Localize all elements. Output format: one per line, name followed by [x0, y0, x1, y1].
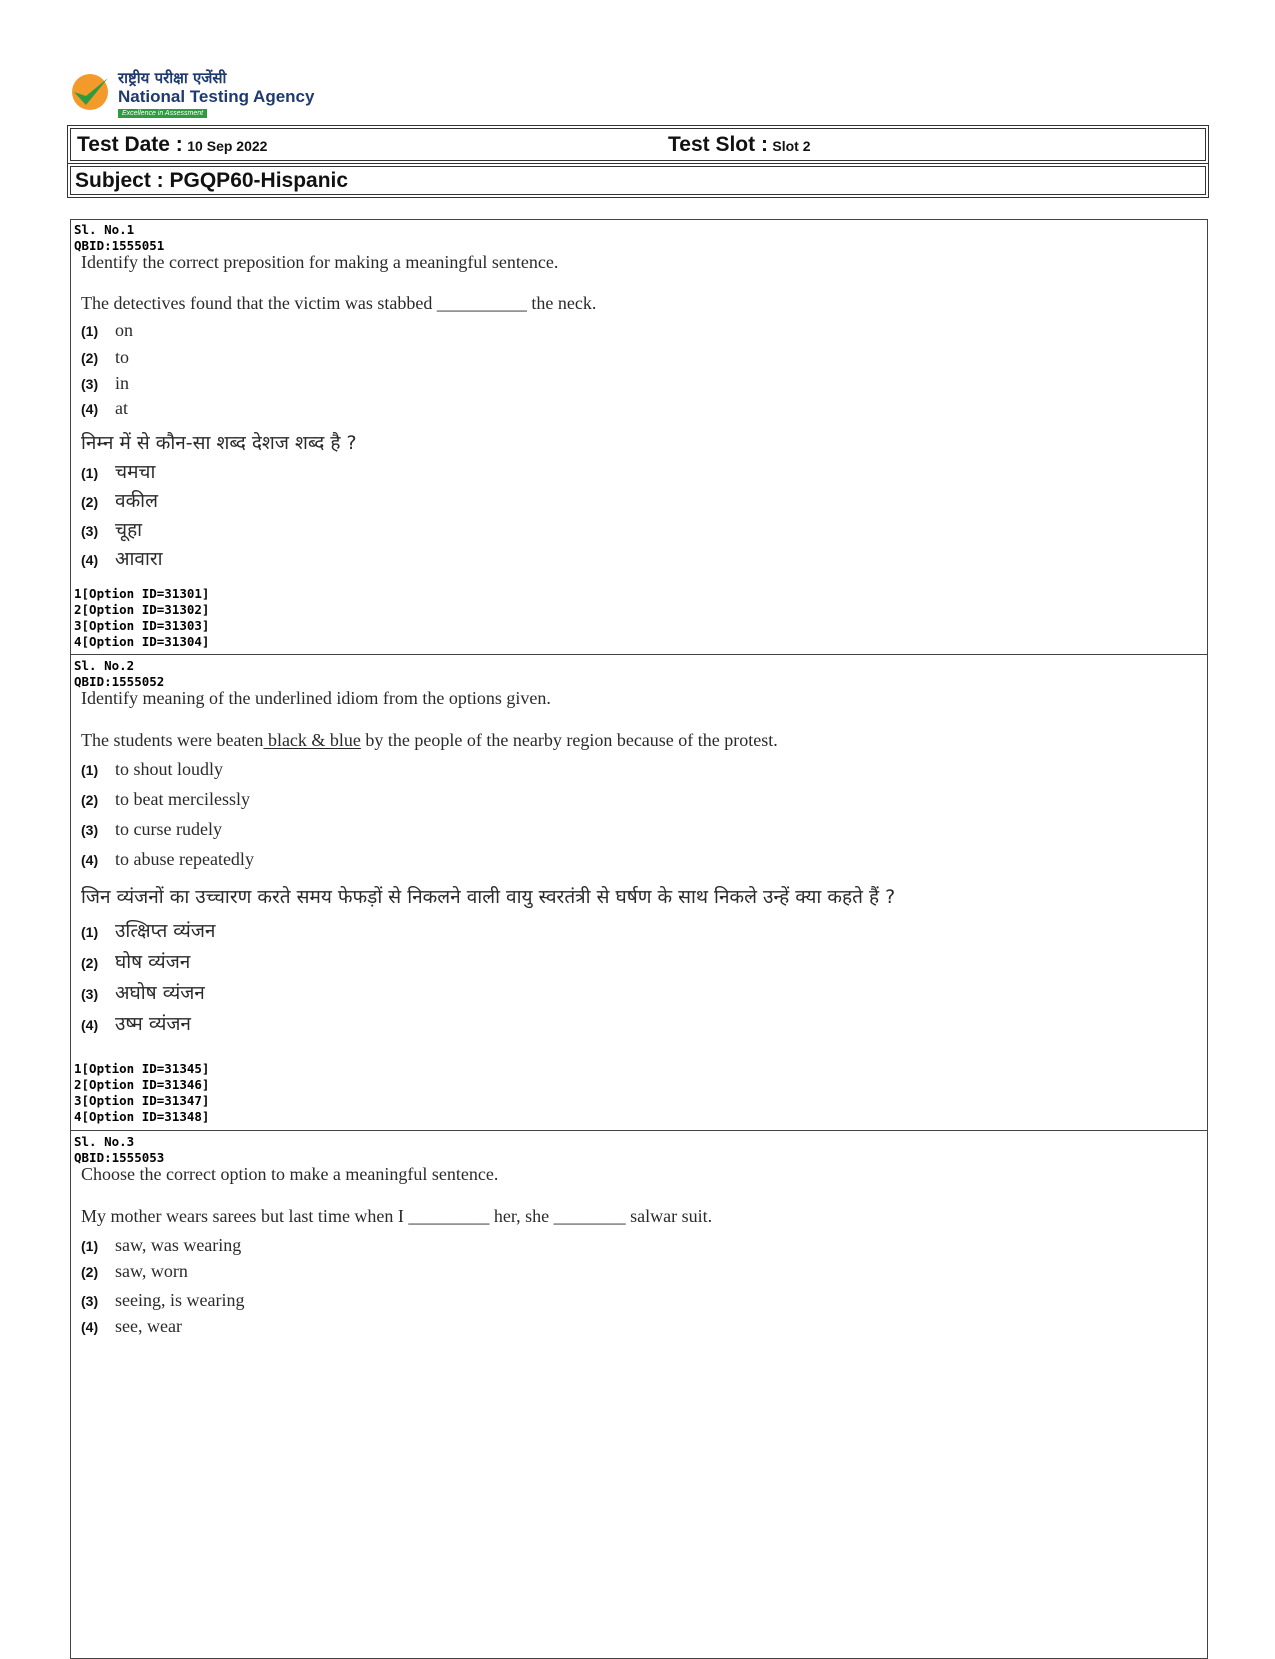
question-instruction: Choose the correct option to make a meaningful sentence. [81, 1164, 499, 1184]
question-sentence [81, 730, 778, 751]
option-text: चूहा [115, 519, 143, 541]
option-id: 3[Option ID=31347] [74, 1093, 210, 1108]
subject-title: Subject : PGQP60-Hispanic [75, 169, 349, 192]
option-number: (1) [81, 1238, 99, 1254]
question-2 [71, 654, 1207, 1131]
test-slot-label: Test Slot : [668, 133, 768, 156]
option-number: (4) [81, 1017, 99, 1033]
option-number: (2) [81, 955, 99, 971]
qbid: QBID:1555052 [74, 674, 165, 689]
option-text: आवारा [115, 548, 163, 570]
option-number: (3) [81, 523, 99, 539]
option-text: उत्क्षिप्त व्यंजन [115, 920, 216, 942]
option-text: घोष व्यंजन [115, 951, 191, 973]
qbid: QBID:1555053 [74, 1150, 165, 1165]
option-3 [81, 819, 222, 840]
question-instruction: Identify the correct preposition for making a meaningful sentence. [81, 252, 559, 272]
option-text: saw, worn [115, 1261, 188, 1281]
option-text: saw, was wearing [115, 1235, 242, 1255]
option-number: (3) [81, 1293, 99, 1309]
sentence-end: by the people of the nearby region because of the protest. [360, 730, 778, 750]
option-number: (3) [81, 376, 99, 392]
option-number: (3) [81, 986, 99, 1002]
option-number: (2) [81, 350, 99, 366]
hindi-option-3 [81, 516, 142, 542]
option-text: at [115, 398, 128, 418]
logo-hindi-text: राष्ट्रीय परीक्षा एजेंसी [118, 69, 227, 87]
qbid: QBID:1555051 [74, 238, 165, 253]
option-number: (4) [81, 852, 99, 868]
option-id: 4[Option ID=31348] [74, 1109, 210, 1124]
option-text: see, wear [115, 1316, 182, 1336]
option-number: (1) [81, 924, 99, 940]
question-meta [74, 1134, 164, 1166]
question-meta [74, 222, 164, 254]
sl-no: Sl. No.2 [74, 658, 135, 673]
hindi-question: निम्न में से कौन-सा शब्द देशज शब्द है ? [81, 432, 357, 454]
option-number: (2) [81, 1264, 99, 1280]
question-1 [71, 220, 1207, 654]
option-4 [81, 1316, 182, 1337]
option-id: 1[Option ID=31345] [74, 1061, 210, 1076]
sentence-start: The students were beaten [81, 730, 264, 750]
option-4 [81, 849, 254, 870]
test-slot-value: Slot 2 [772, 138, 811, 154]
option-2 [81, 1261, 188, 1282]
questions-frame [70, 219, 1208, 1659]
question-3 [71, 1130, 1207, 1651]
option-text: to shout loudly [115, 759, 224, 779]
hindi-option-2 [81, 487, 158, 513]
hindi-option-2 [81, 948, 190, 974]
test-info-box [70, 128, 1206, 161]
option-number: (4) [81, 401, 99, 417]
option-number: (1) [81, 323, 99, 339]
sl-no: Sl. No.3 [74, 1134, 135, 1149]
option-number: (4) [81, 1319, 99, 1335]
option-2 [81, 789, 250, 810]
option-number: (2) [81, 494, 99, 510]
logo-english-text: National Testing Agency [118, 87, 315, 106]
hindi-option-4 [81, 545, 163, 571]
option-number: (1) [81, 465, 99, 481]
option-ids [74, 586, 209, 650]
option-id: 2[Option ID=31302] [74, 602, 210, 617]
hindi-option-1 [81, 917, 215, 943]
logo-tagline: Excellence in Assessment [118, 109, 207, 118]
question-instruction: Identify meaning of the underlined idiom from the options given. [81, 688, 551, 708]
test-date-label: Test Date : [77, 133, 183, 156]
hindi-option-1 [81, 458, 155, 484]
question-sentence: The detectives found that the victim was stabbed __________ the neck. [81, 293, 597, 313]
test-date-value: 10 Sep 2022 [187, 138, 268, 154]
nta-checkmark-icon [70, 72, 110, 112]
test-date [77, 133, 267, 157]
question-meta [74, 658, 164, 690]
option-ids [74, 1061, 209, 1125]
option-4 [81, 398, 128, 419]
option-1 [81, 1235, 241, 1256]
option-3 [81, 373, 129, 394]
option-text: चमचा [115, 461, 156, 483]
test-slot [668, 133, 811, 157]
option-number: (4) [81, 552, 99, 568]
option-text: in [115, 373, 130, 393]
option-id: 1[Option ID=31301] [74, 586, 210, 601]
option-id: 4[Option ID=31304] [74, 634, 210, 649]
hindi-option-3 [81, 979, 205, 1005]
option-text: वकील [115, 490, 158, 512]
option-text: to [115, 347, 130, 367]
option-text: अघोष व्यंजन [115, 982, 205, 1004]
hindi-question: जिन व्यंजनों का उच्चारण करते समय फेफड़ों से निकलने वाली वायु स्वरतंत्री से घर्षण के साथ निकले उन्हें क्या कहते हैं ? [81, 886, 896, 908]
option-id: 2[Option ID=31346] [74, 1077, 210, 1092]
option-text: on [115, 320, 133, 340]
subject-box [70, 166, 1206, 195]
sl-no: Sl. No.1 [74, 222, 135, 237]
option-text: to abuse repeatedly [115, 849, 254, 869]
option-2 [81, 347, 129, 368]
option-1 [81, 759, 223, 780]
option-1 [81, 320, 133, 341]
question-sentence: My mother wears sarees but last time when I _________ her, she ________ salwar suit. [81, 1206, 713, 1226]
option-text: to curse rudely [115, 819, 222, 839]
underlined-idiom: black & blue [263, 730, 361, 750]
hindi-option-4 [81, 1010, 191, 1036]
option-number: (1) [81, 762, 99, 778]
option-text: seeing, is wearing [115, 1290, 245, 1310]
option-3 [81, 1290, 244, 1311]
nta-logo [70, 68, 330, 118]
option-number: (3) [81, 822, 99, 838]
option-text: to beat mercilessly [115, 789, 250, 809]
option-number: (2) [81, 792, 99, 808]
option-text: उष्म व्यंजन [115, 1013, 191, 1035]
option-id: 3[Option ID=31303] [74, 618, 210, 633]
